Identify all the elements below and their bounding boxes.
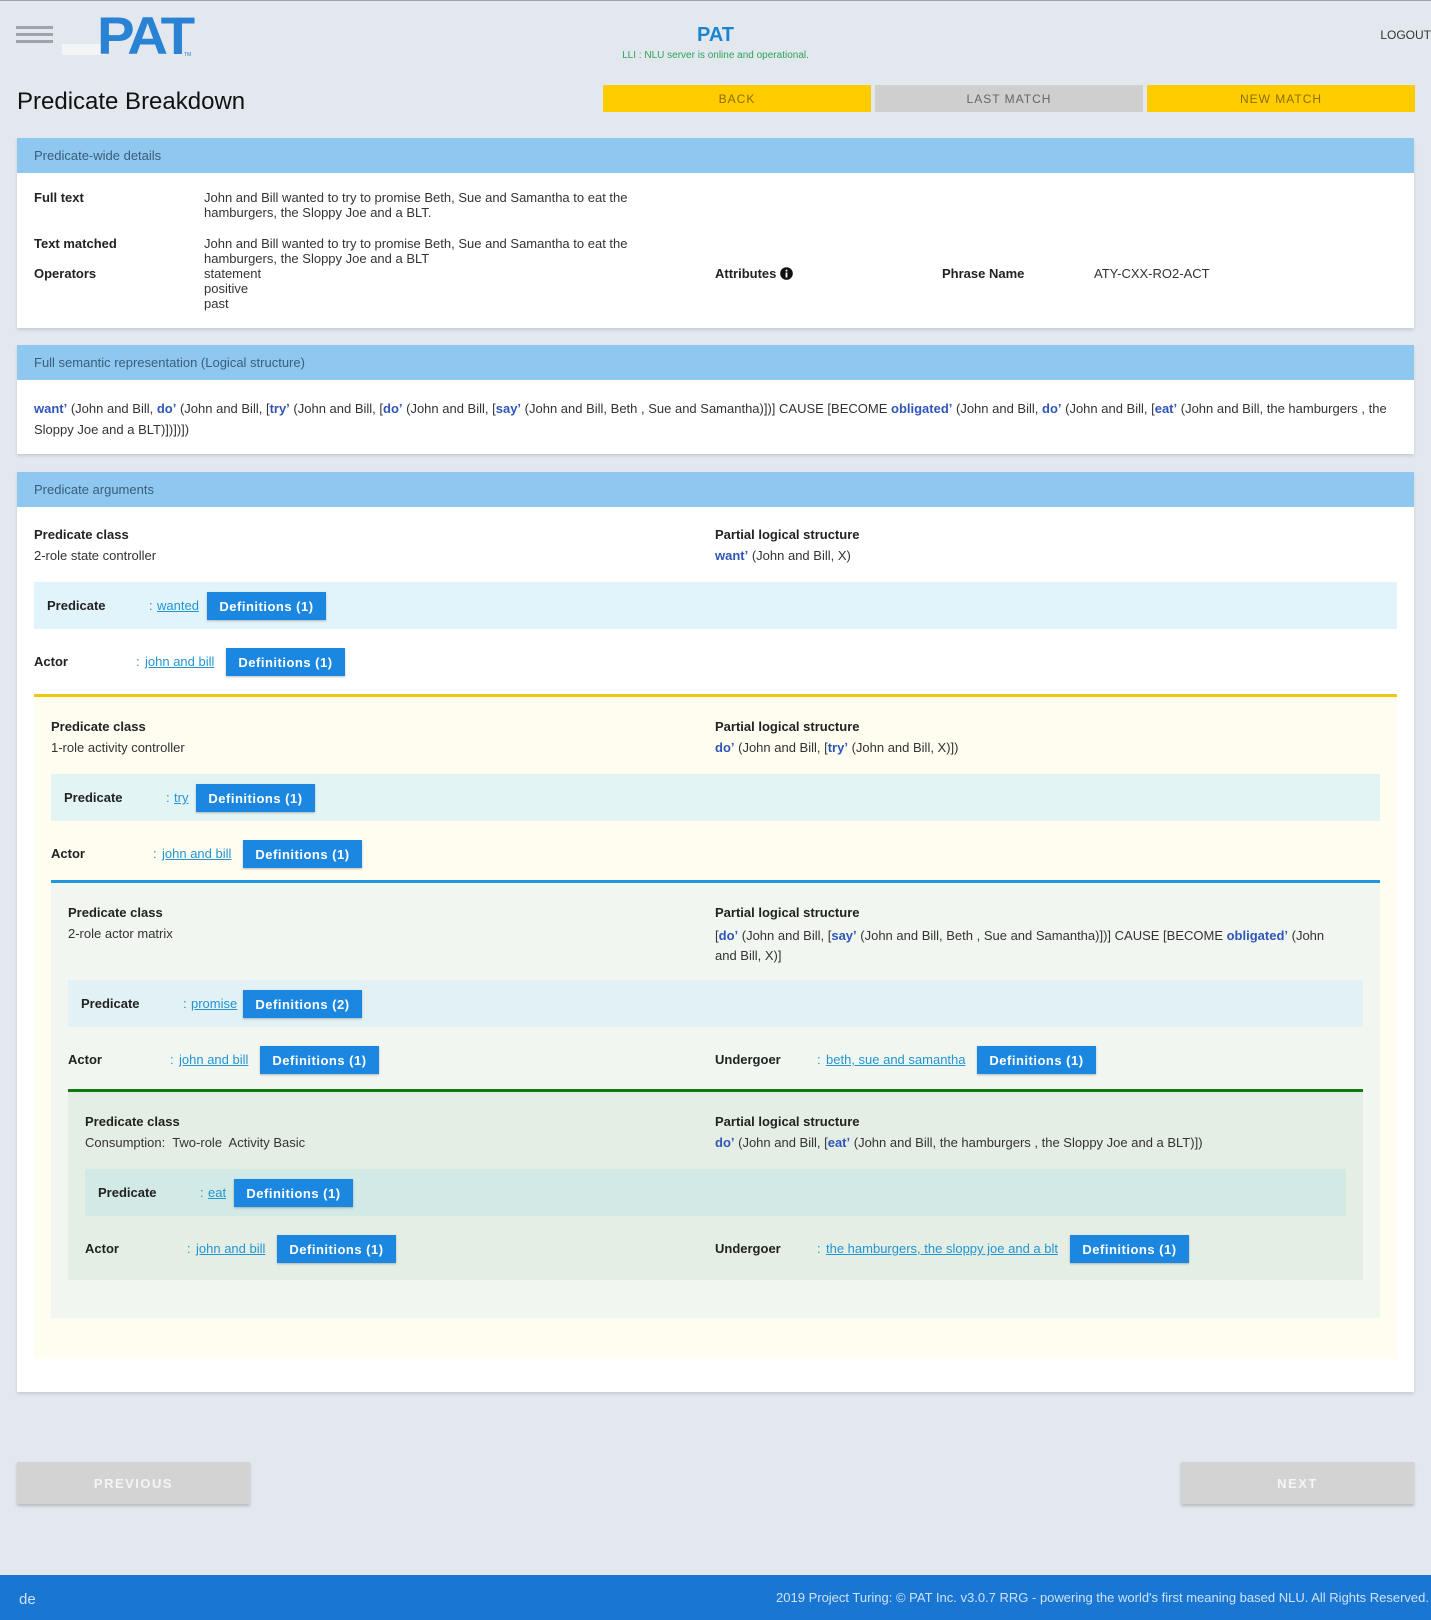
actor-label: Actor: [85, 1241, 119, 1256]
predicate-arguments-panel: [17, 472, 1414, 1392]
full-text-label: Full text: [34, 190, 84, 205]
ls-text: (John and Bill, the hamburgers , the Sloppy Joe and a BLT)]): [850, 1135, 1203, 1150]
pls-label: Partial logical structure: [715, 527, 860, 542]
predicate-label: Predicate: [98, 1185, 157, 1200]
ls-keyword: doʼ: [715, 1135, 735, 1150]
colon: :: [200, 1185, 204, 1200]
actor-link[interactable]: john and bill: [145, 654, 215, 669]
svg-text:TM: TM: [184, 52, 192, 58]
colon: :: [170, 1052, 174, 1067]
ls-text: (John and Bill, [: [402, 401, 496, 416]
colon: :: [187, 1241, 191, 1256]
phrase-name-value: ATY-CXX-RO2-ACT: [1094, 266, 1210, 281]
copyright-text: 2019 Project Turing: © PAT Inc. v3.0.7 RRG - powering the world's first meaning based NLU. All Rights Reserved.: [776, 1590, 1429, 1605]
predicate-link[interactable]: eat: [208, 1185, 227, 1200]
pls-value: [715, 926, 1324, 966]
operators-label: Operators: [34, 266, 97, 281]
ls-keyword: doʼ: [718, 928, 739, 943]
undergoer-link[interactable]: beth, sue and samantha: [826, 1052, 966, 1067]
panel-heading: Predicate arguments: [17, 472, 1414, 507]
definitions-button[interactable]: Definitions (1): [243, 840, 362, 868]
operators-list: [204, 266, 261, 311]
predicate-class-value: 2-role actor matrix: [68, 926, 173, 941]
ls-keyword: obligatedʼ: [891, 401, 953, 416]
ls-text: (John and Bill, Beth , Sue and Samantha)])] CAUSE [BECOME: [521, 401, 891, 416]
svg-text:PAT: PAT: [97, 8, 195, 60]
semantic-representation-panel: [17, 345, 1414, 454]
definitions-button[interactable]: Definitions (1): [977, 1046, 1096, 1074]
colon: :: [817, 1052, 821, 1067]
predicate-link[interactable]: promise: [191, 996, 238, 1011]
predicate-label: Predicate: [64, 790, 123, 805]
text-matched-line: John and Bill wanted to try to promise Beth, Sue and Samantha to eat the: [204, 236, 628, 251]
predicate-class-value: 1-role activity controller: [51, 740, 185, 755]
ls-keyword: eatʼ: [827, 1135, 851, 1150]
ls-text: and Bill, X)]: [715, 948, 782, 963]
attributes-label: [715, 266, 793, 281]
nested-predicate-level-3: [51, 880, 1380, 1318]
ls-text: (John and Bill, X)]): [847, 740, 959, 755]
colon: :: [183, 996, 187, 1011]
definitions-button[interactable]: Definitions (1): [207, 592, 326, 620]
back-button[interactable]: BACK: [603, 85, 871, 112]
ls-text: (John and Bill, Beth , Sue and Samantha)])] CAUSE [BECOME: [856, 928, 1227, 943]
ls-keyword: doʼ: [383, 401, 403, 416]
panel-heading: Full semantic representation (Logical structure): [17, 345, 1414, 380]
ls-keyword: eatʼ: [1154, 401, 1178, 416]
full-text-line: hamburgers, the Sloppy Joe and a BLT.: [204, 205, 432, 220]
server-status: LLI : NLU server is online and operational.: [622, 50, 809, 61]
actor-label: Actor: [51, 846, 85, 861]
ls-text: (John and Bill, [: [734, 740, 828, 755]
definitions-button[interactable]: Definitions (1): [196, 784, 315, 812]
predicate-class-value: 2-role state controller: [34, 548, 157, 563]
predicate-class-value: Consumption: Two-role Activity Basic: [85, 1135, 306, 1150]
ls-keyword: obligatedʼ: [1226, 928, 1288, 943]
ls-text: (John and Bill, X): [748, 548, 851, 563]
logout-link[interactable]: LOGOUT: [1380, 28, 1431, 42]
ls-keyword: tryʼ: [827, 740, 848, 755]
full-text-value: [204, 190, 627, 220]
ls-keyword: wantʼ: [34, 401, 68, 416]
new-match-button[interactable]: NEW MATCH: [1147, 85, 1415, 112]
ls-keyword: doʼ: [1042, 401, 1062, 416]
actor-label: Actor: [68, 1052, 102, 1067]
pls-value: [715, 548, 851, 563]
actor-link[interactable]: john and bill: [179, 1052, 249, 1067]
ls-keyword: wantʼ: [715, 548, 749, 563]
actor-link[interactable]: john and bill: [196, 1241, 266, 1256]
colon: :: [136, 654, 140, 669]
definitions-button[interactable]: Definitions (1): [277, 1235, 396, 1263]
definitions-button[interactable]: Definitions (1): [234, 1179, 353, 1207]
definitions-button[interactable]: Definitions (1): [260, 1046, 379, 1074]
ls-text: (John and Bill,: [952, 401, 1042, 416]
pls-label: Partial logical structure: [715, 719, 860, 734]
page-title: Predicate Breakdown: [17, 88, 246, 115]
pls-label: Partial logical structure: [715, 905, 860, 920]
predicate-label: Predicate: [81, 996, 140, 1011]
previous-button[interactable]: PREVIOUS: [17, 1462, 250, 1504]
ls-text: (John and Bill, [: [738, 928, 832, 943]
ls-keyword: tryʼ: [269, 401, 290, 416]
next-button[interactable]: NEXT: [1181, 1462, 1414, 1504]
ls-text: [: [715, 928, 719, 943]
actor-link[interactable]: john and bill: [162, 846, 232, 861]
text-matched-label: Text matched: [34, 236, 117, 251]
predicate-class-label: Predicate class: [68, 905, 163, 920]
app-title: PAT: [696, 24, 735, 46]
undergoer-label: Undergoer: [715, 1241, 781, 1256]
footer: [0, 1575, 1431, 1620]
text-matched-value: [204, 236, 627, 266]
predicate-class-label: Predicate class: [51, 719, 146, 734]
ls-text: (John and Bill, [: [176, 401, 270, 416]
actor-label: Actor: [34, 654, 68, 669]
ls-text: (John and Bill, [: [1061, 401, 1155, 416]
colon: :: [166, 790, 170, 805]
colon: :: [817, 1241, 821, 1256]
predicate-class-label: Predicate class: [85, 1114, 180, 1129]
predicate-class-label: Predicate class: [34, 527, 129, 542]
colon: :: [149, 598, 153, 613]
pls-value: [715, 1135, 1203, 1150]
logical-structure-text: [17, 380, 1414, 458]
ls-keyword: doʼ: [715, 740, 735, 755]
definitions-button[interactable]: Definitions (2): [243, 990, 362, 1018]
ls-text: (John and Bill, [: [289, 401, 384, 416]
last-match-button[interactable]: LAST MATCH: [875, 85, 1143, 112]
full-text-line: John and Bill wanted to try to promise Beth, Sue and Samantha to eat the: [204, 190, 628, 205]
pls-label: Partial logical structure: [715, 1114, 860, 1129]
text-matched-line: hamburgers, the Sloppy Joe and a BLT: [204, 251, 430, 266]
ls-keyword: doʼ: [156, 401, 177, 416]
panel-heading: Predicate-wide details: [17, 138, 1414, 173]
language-selector[interactable]: de: [19, 1591, 36, 1608]
undergoer-label: Undergoer: [715, 1052, 781, 1067]
operator-item: statement: [204, 266, 262, 281]
ls-keyword: sayʼ: [495, 401, 522, 416]
ls-text: (John and Bill, [: [734, 1135, 828, 1150]
ls-text: (John: [1288, 928, 1325, 943]
info-icon[interactable]: [780, 267, 793, 280]
pls-value: [715, 740, 959, 755]
colon: :: [153, 846, 157, 861]
definitions-button[interactable]: Definitions (1): [226, 648, 345, 676]
operator-item: positive: [204, 281, 249, 296]
definitions-button[interactable]: Definitions (1): [1070, 1235, 1189, 1263]
predicate-label: Predicate: [47, 598, 106, 613]
nested-predicate-level-2: [34, 694, 1397, 1359]
ls-text: (John and Bill, the hamburgers , the Sloppy Joe and a BLT)])])]): [34, 401, 1387, 437]
nested-predicate-level-4: [68, 1089, 1363, 1280]
ls-text: (John and Bill,: [67, 401, 157, 416]
operator-item: past: [204, 296, 229, 311]
attributes-label-text: Attributes: [715, 266, 777, 281]
predicate-link[interactable]: try: [174, 790, 189, 805]
predicate-link[interactable]: wanted: [157, 598, 199, 613]
ls-keyword: sayʼ: [831, 928, 857, 943]
top-border: [0, 0, 1431, 1]
predicate-wide-details-panel: [17, 138, 1414, 328]
phrase-name-label: Phrase Name: [942, 266, 1025, 281]
undergoer-link[interactable]: the hamburgers, the sloppy joe and a blt: [826, 1241, 1058, 1256]
